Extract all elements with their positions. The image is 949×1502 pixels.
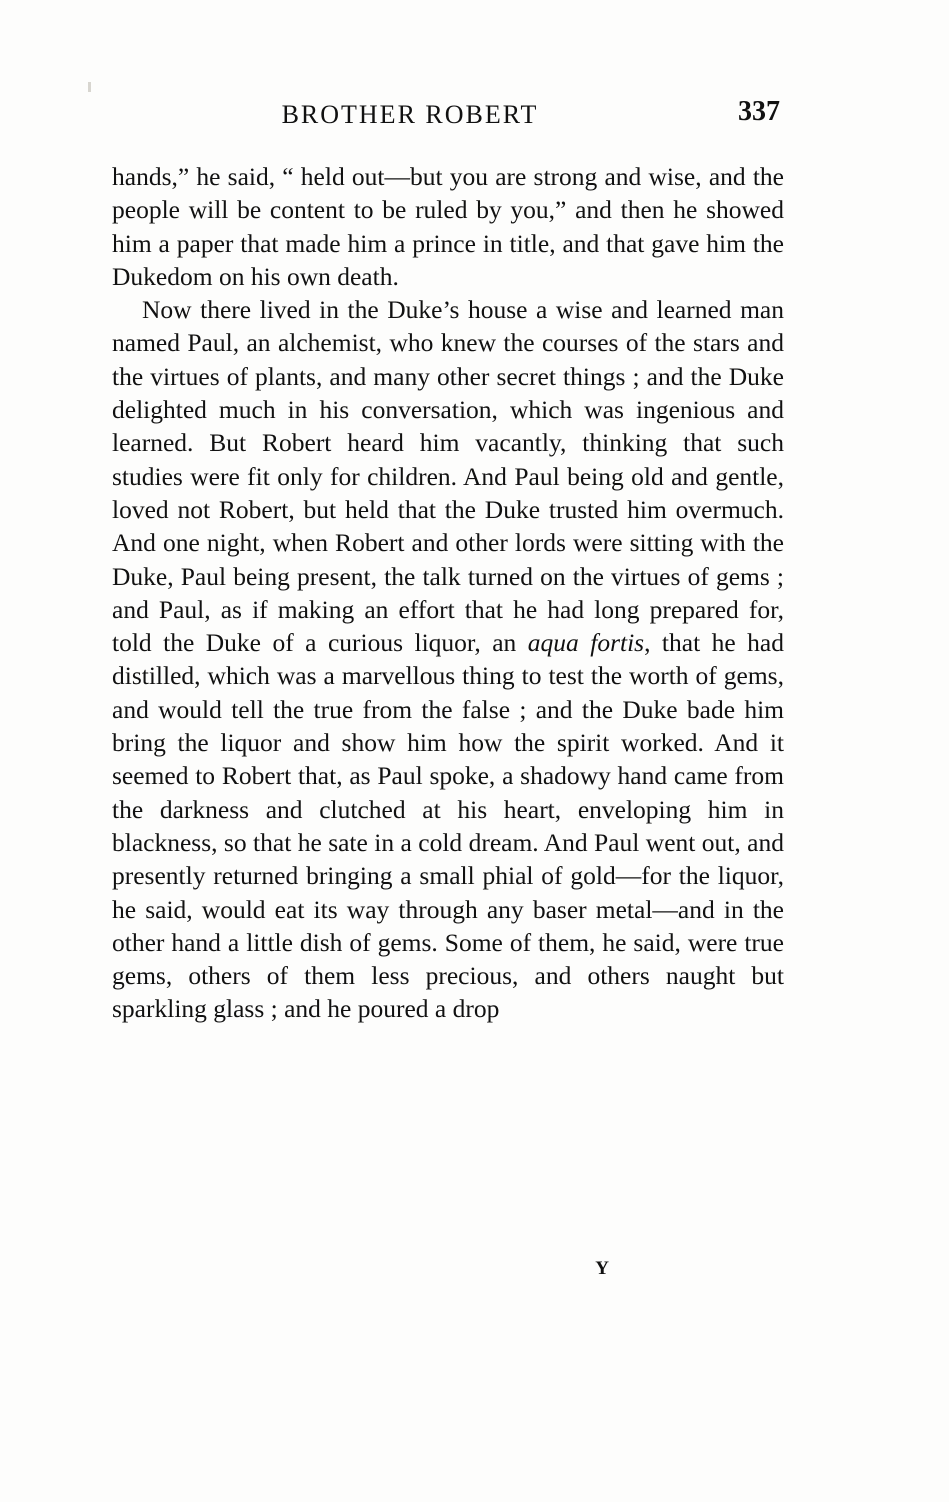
signature-mark bbox=[112, 1258, 784, 1280]
paragraph bbox=[112, 293, 784, 1026]
page-edge-mark bbox=[88, 82, 91, 92]
signature-mark-letter: Y bbox=[595, 1258, 610, 1279]
page-number: 337 bbox=[738, 96, 780, 127]
page-header bbox=[110, 96, 780, 140]
body-text bbox=[112, 160, 784, 1026]
italic-phrase: aqua fortis bbox=[527, 628, 645, 658]
paragraph bbox=[112, 160, 784, 293]
text-run: Now there lived in the Duke’s house a wise and learned man named Paul, an alchemist, who knew the courses of the stars and the virtues of plants, and many other secret things ; and the Duke delighted much in his conversation, which was ingenious and learned. But Robert heard him vacantly, thinking that such studies were fit only for children. And Paul being old and gentle, loved not Robert, but held that the Duke trusted him overmuch. And one night, when Robert and other lords were sitting with the Duke, Paul being present, the talk turned on the virtues of gems ; and Paul, as if making an effort that he had long prepared for, told the Duke of a curious liquor, an bbox=[112, 295, 784, 658]
text-run: , that he had distilled, which was a marvellous thing to test the worth of gems, and would tell the true from the false ; and the Duke bade him bring the liquor and show him how the spirit worked. And it seemed to Robert that, as Paul spoke, a shadowy hand came from the darkness and clutched at his heart, enveloping him in blackness, so that he sate in a cold dream. And Paul went out, and presently returned bringing a small phial of gold—for the liquor, he said, would eat its way through any baser metal—and in the other hand a little dish of gems. Some of them, he said, were true gems, others of them less precious, and others naught but sparkling glass ; and he poured a drop bbox=[112, 628, 784, 1024]
running-head: BROTHER ROBERT bbox=[281, 100, 539, 129]
text-run: hands,” he said, “ held out—but you are strong and wise, and the people will be content to be ruled by you,” and then he showed him a paper that made him a prince in title, and that gave him the Dukedom on his own death. bbox=[112, 162, 784, 291]
